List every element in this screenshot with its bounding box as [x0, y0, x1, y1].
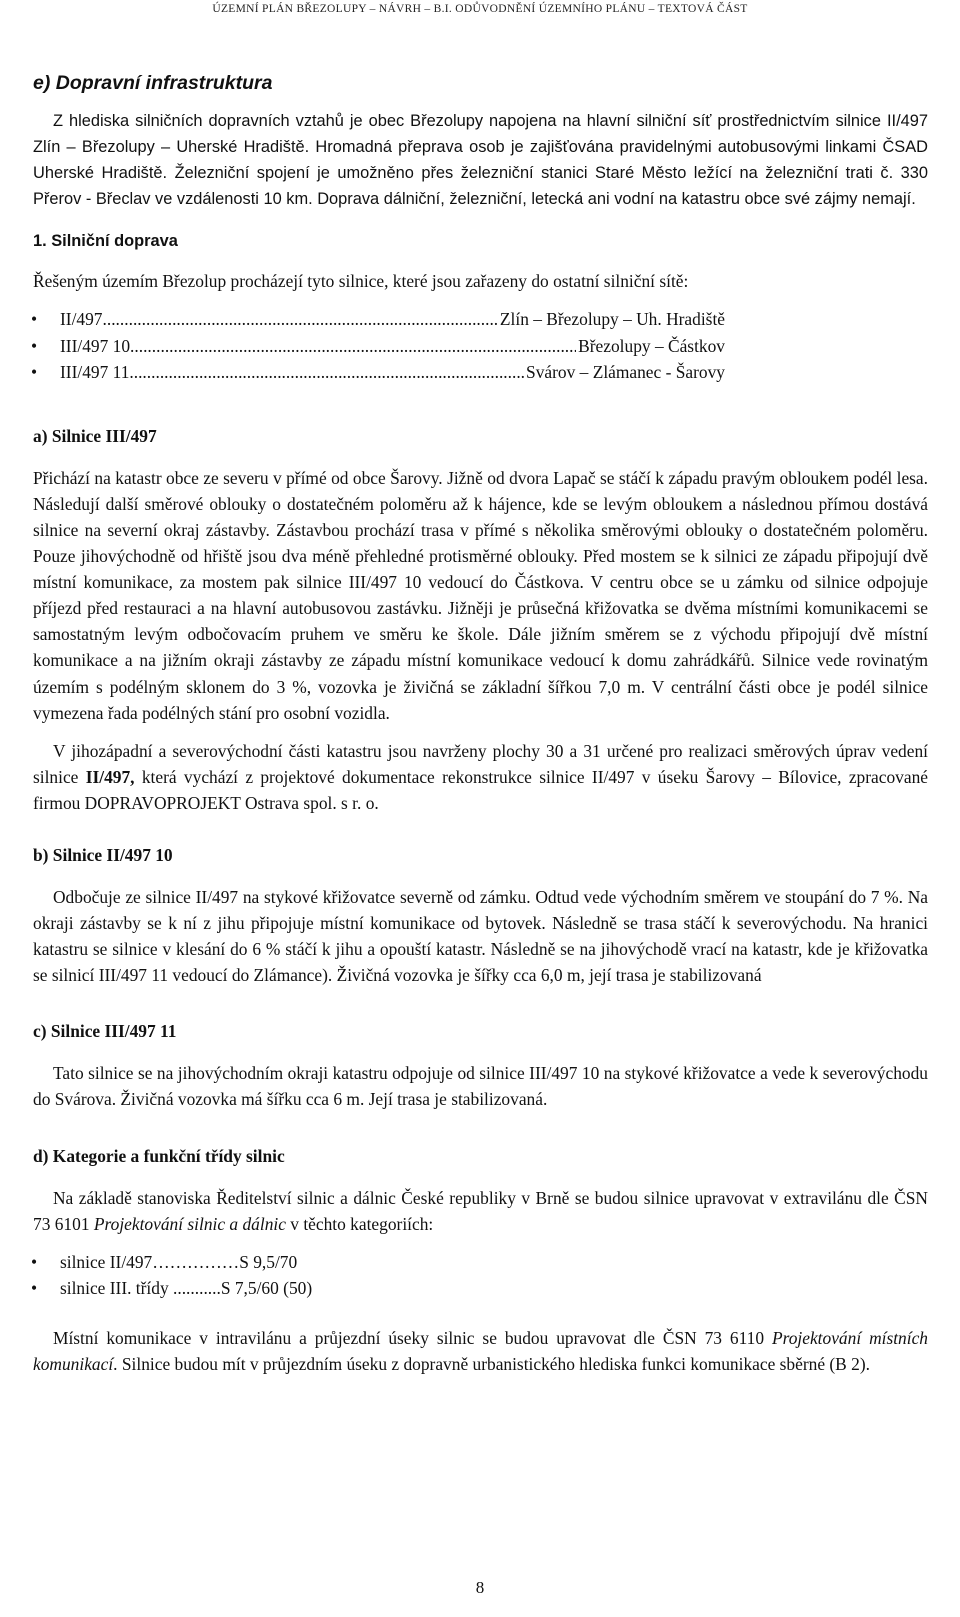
section-e-title: e) Dopravní infrastruktura — [33, 72, 273, 94]
page-number: 8 — [475, 1578, 485, 1597]
subsection-a-paragraph: Přichází na katastr obce ze severu v přímé od obce Šarovy. Jižně od dvora Lapač se stáčí k západu pravým obloukem podél lesa. Následují další směrové oblouky o dostatečném poloměru až k hájence, kde se levým obloukem a následnou přímou dostává silnice na severní okraj zástavby. Zástavbou prochází trasa v přímé s několika směrovými oblouky o dostatečném poloměru. Pouze jihovýchodně od hřiště jsou dva méně přehledné protisměrné oblouky. Před mostem se k silnici ze západu připojují dvě místní komunikace, za mostem pak silnice III/497 10 vedoucí do Částkova. V centru obce se u zámku od silnice odpojuje příjezd před restauraci a na hlavní autobusovou zastávku. Jižněji je průsečná křižovatka se dvěma místními komunikacemi se samostatným levým odbočovacím pruhem ve směru ke škole. Dále jižním směrem se z východu připojují dvě místní komunikace a na jižním okraji zástavby ze západu místní komunikace vedoucí k domu zahrádkářů. Silnice vede rovinatým územím s podélným sklonem do 3 %, vozovka je živičná se základní šířkou 7,0 m. V centrální části obce je podél silnice vymezena řada podélných stání pro osobní vozidla. — [33, 467, 928, 723]
page-header: ÚZEMNÍ PLÁN BŘEZOLUPY – NÁVRH – B.I. ODŮVODNĚNÍ ÚZEMNÍHO PLÁNU – TEXTOVÁ ČÁST — [212, 3, 748, 15]
intro-paragraph: Z hlediska silničních dopravních vztahů je obec Březolupy napojena na hlavní silniční síť prostřednictvím silnice II/497 Zlín – Březolupy – Uherské Hradiště. Hromadná přeprava osob je zajišťována pravidelnými autobusovými linkami ČSAD Uherské Hradiště. Železniční spojení je umožněno přes železniční stanici Staré Město ležící na železniční trati č. 330 Přerov - Břeclav ve vzdálenosti 10 km. Doprava dálniční, železniční, letecká ani vodní na katastru obce své zájmy nemají. — [33, 112, 928, 209]
list-item: • silnice III. třídy ...........S 7,5/60 (50) — [33, 1275, 928, 1301]
roads-list — [33, 306, 928, 384]
list-item — [33, 333, 928, 359]
list-item: • silnice II/497……………S 9,5/70 — [33, 1249, 928, 1275]
subsection-a-title: a) Silnice III/497 — [33, 425, 157, 446]
roads-intro: Řešeným územím Březolup procházejí tyto silnice, které jsou zařazeny do ostatní silniční sítě: — [33, 271, 689, 292]
subsection-c-paragraph: Tato silnice se na jihovýchodním okraji katastru odpojuje od silnice III/497 10 na stykové křižovatce a vede k severovýchodu do Svárova. Živičná vozovka má šířku cca 6 m. Její trasa je stabilizovaná. — [33, 1063, 928, 1110]
subsection-d-paragraph: Na základě stanoviska Ředitelství silnic a dálnic České republiky v Brně se budou silnice upravovat v extravilánu dle ČSN 73 6101 Projektování silnic a dálnic v těchto kategoriích: — [33, 1187, 928, 1234]
road-route: Svárov – Zlámanec - Šarovy — [526, 361, 725, 382]
road-code: • II/497 — [60, 309, 103, 330]
list-item — [33, 306, 928, 332]
road-route: Zlín – Březolupy – Uh. Hradiště — [499, 309, 725, 330]
subsection-c-title: c) Silnice III/497 11 — [33, 1021, 177, 1042]
subsection-b-paragraph: Odbočuje ze silnice II/497 na stykové křižovatce severně od zámku. Odtud vede východním směrem ve stoupání do 7 %. Na okraji zástavby se k ní z jihu připojuje místní komunikace od bytovek. Následně se trasa stáčí k severovýchodu. Na hranici katastru se silnice v klesání do 6 % stáčí k jihu a opouští katastr. Následně se na jihovýchodě vrací na katastr, kde je křižovatka se silnicí III/497 11 vedoucí do Zlámance). Živičná vozovka je šířky cca 6,0 m, její trasa je stabilizovaná — [33, 886, 928, 986]
road-route: Březolupy – Částkov — [578, 335, 725, 356]
road-code: • III/497 10 — [60, 335, 131, 356]
section-1-title: 1. Silniční doprava — [33, 232, 178, 251]
road-code: • III/497 11 — [60, 361, 130, 382]
categories-list — [33, 1249, 928, 1301]
page-content — [33, 72, 928, 1377]
final-paragraph: Místní komunikace v intravilánu a průjezdní úseky silnic se budou upravovat dle ČSN 73 6110 Projektování místních komunikací. Silnice budou mít v průjezdním úseku z dopravně urbanistického hlediska funkci komunikace sběrné (B 2). — [33, 1327, 928, 1374]
subsection-b-title: b) Silnice II/497 10 — [33, 844, 173, 865]
subsection-a-paragraph-2: V jihozápadní a severovýchodní části katastru jsou navrženy plochy 30 a 31 určené pro realizaci směrových úprav vedení silnice II/497, která vychází z projektové dokumentace rekonstrukce silnice II/497 v úseku Šarovy – Bílovice, zpracované firmou DOPRAVOPROJEKT Ostrava spol. s r. o. — [33, 740, 928, 813]
subsection-d-title: d) Kategorie a funkční třídy silnic — [33, 1145, 285, 1166]
list-item — [33, 359, 928, 385]
